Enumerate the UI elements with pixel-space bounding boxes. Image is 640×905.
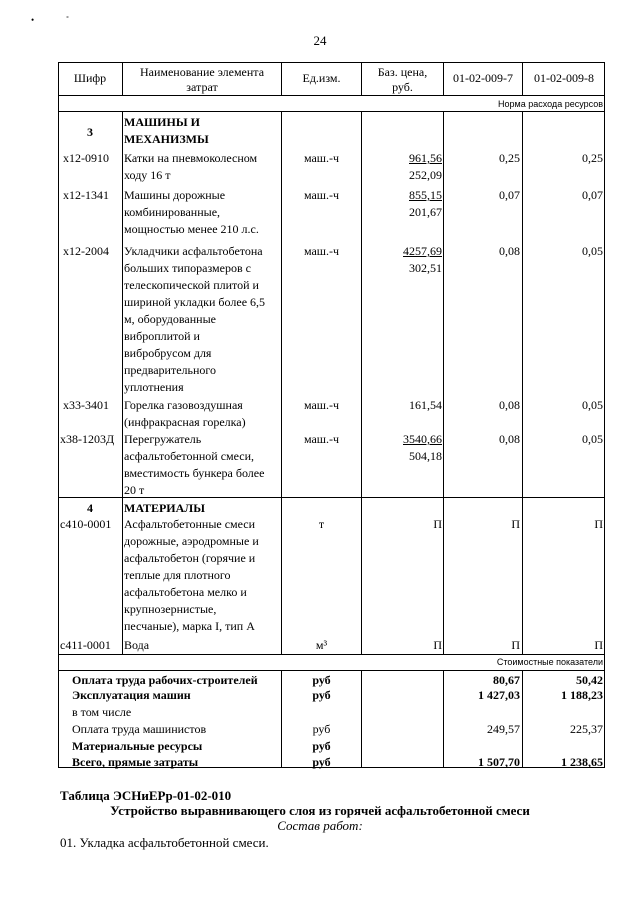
row-code: х33-3401	[63, 398, 109, 412]
row-value-2: 0,07	[582, 188, 603, 202]
row-price: 855,15	[409, 188, 442, 202]
total-value-1: 1 427,03	[478, 688, 520, 702]
row-name-line: мощностью менее 210 л.с.	[124, 222, 259, 236]
row-code: х38-1203Д	[60, 432, 115, 446]
row-price: 161,54	[409, 398, 442, 412]
page-mark-tick: ˚	[66, 15, 69, 25]
page-mark-dot: •	[31, 15, 35, 25]
row-price-wage: 201,67	[409, 205, 442, 219]
total-value-1: 1 507,70	[478, 755, 520, 769]
row-value-1: 0,08	[499, 244, 520, 258]
total-value-2: 1 238,65	[561, 755, 603, 769]
section-code: 4	[87, 501, 93, 515]
row-name-line: Горелка газовоздушная	[124, 398, 243, 412]
row-name-line: вместимость бункера более	[124, 466, 265, 480]
row-name-line: уплотнения	[124, 380, 184, 394]
row-name-line: Вода	[124, 638, 150, 652]
row-price-wage: 302,51	[409, 261, 442, 275]
row-price: 961,56	[409, 151, 442, 165]
row-price-wage: 504,18	[409, 449, 442, 463]
header-col-009-7: 01-02-009-7	[453, 71, 513, 85]
row-unit: маш.-ч	[303, 398, 340, 412]
row-code: с411-0001	[60, 638, 111, 652]
row-name-line: Асфальтобетонные смеси	[124, 517, 256, 531]
section-title-line1: МАШИНЫ И	[124, 115, 200, 129]
row-value-1: 0,08	[499, 398, 520, 412]
row-price: 3540,66	[403, 432, 442, 446]
row-name-line: шириной укладки более 6,5	[124, 295, 266, 309]
row-value-1: П	[511, 517, 520, 531]
row-value-2: П	[594, 638, 603, 652]
row-name-line: теплые для плотного	[124, 568, 231, 582]
row-value-1: 0,25	[499, 151, 520, 165]
total-label: Всего, прямые затраты	[72, 755, 199, 769]
rule-header-bottom	[58, 95, 605, 96]
row-name-line: крупнозернистые,	[124, 602, 217, 616]
total-value-1: 80,67	[493, 673, 520, 687]
row-name-line: предварительного	[124, 363, 217, 377]
row-name-line: вибробрусом для	[124, 346, 212, 360]
row-name-line: ходу 16 т	[124, 168, 171, 182]
total-label: Оплата труда машинистов	[72, 722, 207, 736]
header-price-line2: руб.	[392, 80, 413, 94]
header-col-009-8: 01-02-009-8	[534, 71, 594, 85]
row-name-line: асфальтобетона мелко и	[124, 585, 247, 599]
row-value-2: 0,05	[582, 432, 603, 446]
works-title: Состав работ:	[277, 818, 363, 833]
total-unit: руб	[312, 739, 331, 753]
col-rule-3c	[361, 670, 362, 768]
row-price: П	[433, 638, 442, 652]
cost-label: Стоимостные показатели	[496, 657, 603, 667]
row-value-2: 0,05	[582, 398, 603, 412]
row-code: х12-2004	[63, 244, 109, 258]
row-unit: м³	[315, 638, 328, 652]
header-name-line2: затрат	[186, 80, 218, 94]
row-price-wage: 252,09	[409, 168, 442, 182]
row-unit: маш.-ч	[303, 432, 340, 446]
total-value-2: 225,37	[570, 722, 603, 736]
row-value-1: 0,08	[499, 432, 520, 446]
row-name-line: дорожные, аэродромные и	[124, 534, 259, 548]
header-unit: Ед.изм.	[302, 71, 341, 85]
total-label: Материальные ресурсы	[72, 739, 203, 753]
row-name-line: Укладчики асфальтобетона	[124, 244, 263, 258]
work-item: 01. Укладка асфальтобетонной смеси.	[60, 835, 269, 850]
header-name-line1: Наименование элемента	[139, 65, 265, 79]
row-name-line: (инфракрасная горелка)	[124, 415, 246, 429]
table-title: Таблица ЭСНиЕРр-01-02-010	[60, 788, 232, 803]
row-code: х12-1341	[63, 188, 109, 202]
total-unit: руб	[312, 755, 331, 769]
row-code: х12-0910	[63, 151, 109, 165]
section-title-line2: МЕХАНИЗМЫ	[124, 132, 209, 146]
total-value-1: 249,57	[487, 722, 520, 736]
row-name-line: асфальтобетон (горячие и	[124, 551, 256, 565]
row-name-line: Перегружатель	[124, 432, 202, 446]
row-name-line: 20 т	[124, 483, 145, 497]
row-value-1: 0,07	[499, 188, 520, 202]
row-name-line: Машины дорожные	[124, 188, 226, 202]
row-price: П	[433, 517, 442, 531]
row-price: 4257,69	[403, 244, 442, 258]
row-value-2: 0,05	[582, 244, 603, 258]
row-unit: маш.-ч	[303, 188, 340, 202]
row-unit: т	[318, 517, 325, 531]
section-code: 3	[87, 125, 93, 139]
row-code: с410-0001	[60, 517, 112, 531]
header-price-line1: Баз. цена,	[377, 65, 428, 79]
total-value-2: 50,42	[576, 673, 603, 687]
row-name-line: виброплитой и	[124, 329, 200, 343]
total-value-2: 1 188,23	[561, 688, 603, 702]
header-code: Шифр	[73, 71, 107, 85]
total-label: Эксплуатация машин	[72, 688, 191, 702]
row-name-line: асфальтобетонной смеси,	[124, 449, 255, 463]
row-value-2: 0,25	[582, 151, 603, 165]
row-value-1: П	[511, 638, 520, 652]
row-name-line: телескопической плитой и	[124, 278, 259, 292]
norm-label: Норма расхода ресурсов	[498, 99, 603, 109]
row-name-line: больших типоразмеров с	[124, 261, 251, 275]
page-number: 24	[313, 33, 327, 48]
total-label: Оплата труда рабочих-строителей	[72, 673, 258, 687]
rule-materials-bottom	[58, 654, 605, 655]
row-unit: маш.-ч	[303, 244, 340, 258]
row-name-line: песчаные), марка I, тип А	[124, 619, 255, 633]
total-unit: руб	[312, 673, 331, 687]
total-label: в том числе	[72, 705, 132, 719]
row-name-line: комбинированные,	[124, 205, 221, 219]
col-rule-1b	[122, 111, 123, 654]
row-value-2: П	[594, 517, 603, 531]
row-name-line: м, оборудованные	[124, 312, 216, 326]
row-unit: маш.-ч	[303, 151, 340, 165]
table-subtitle: Устройство выравнивающего слоя из горячей асфальтобетонной смеси	[110, 803, 530, 818]
section-title: МАТЕРИАЛЫ	[124, 501, 205, 515]
total-unit: руб	[312, 722, 331, 736]
row-name-line: Катки на пневмоколесном	[124, 151, 258, 165]
total-unit: руб	[312, 688, 331, 702]
